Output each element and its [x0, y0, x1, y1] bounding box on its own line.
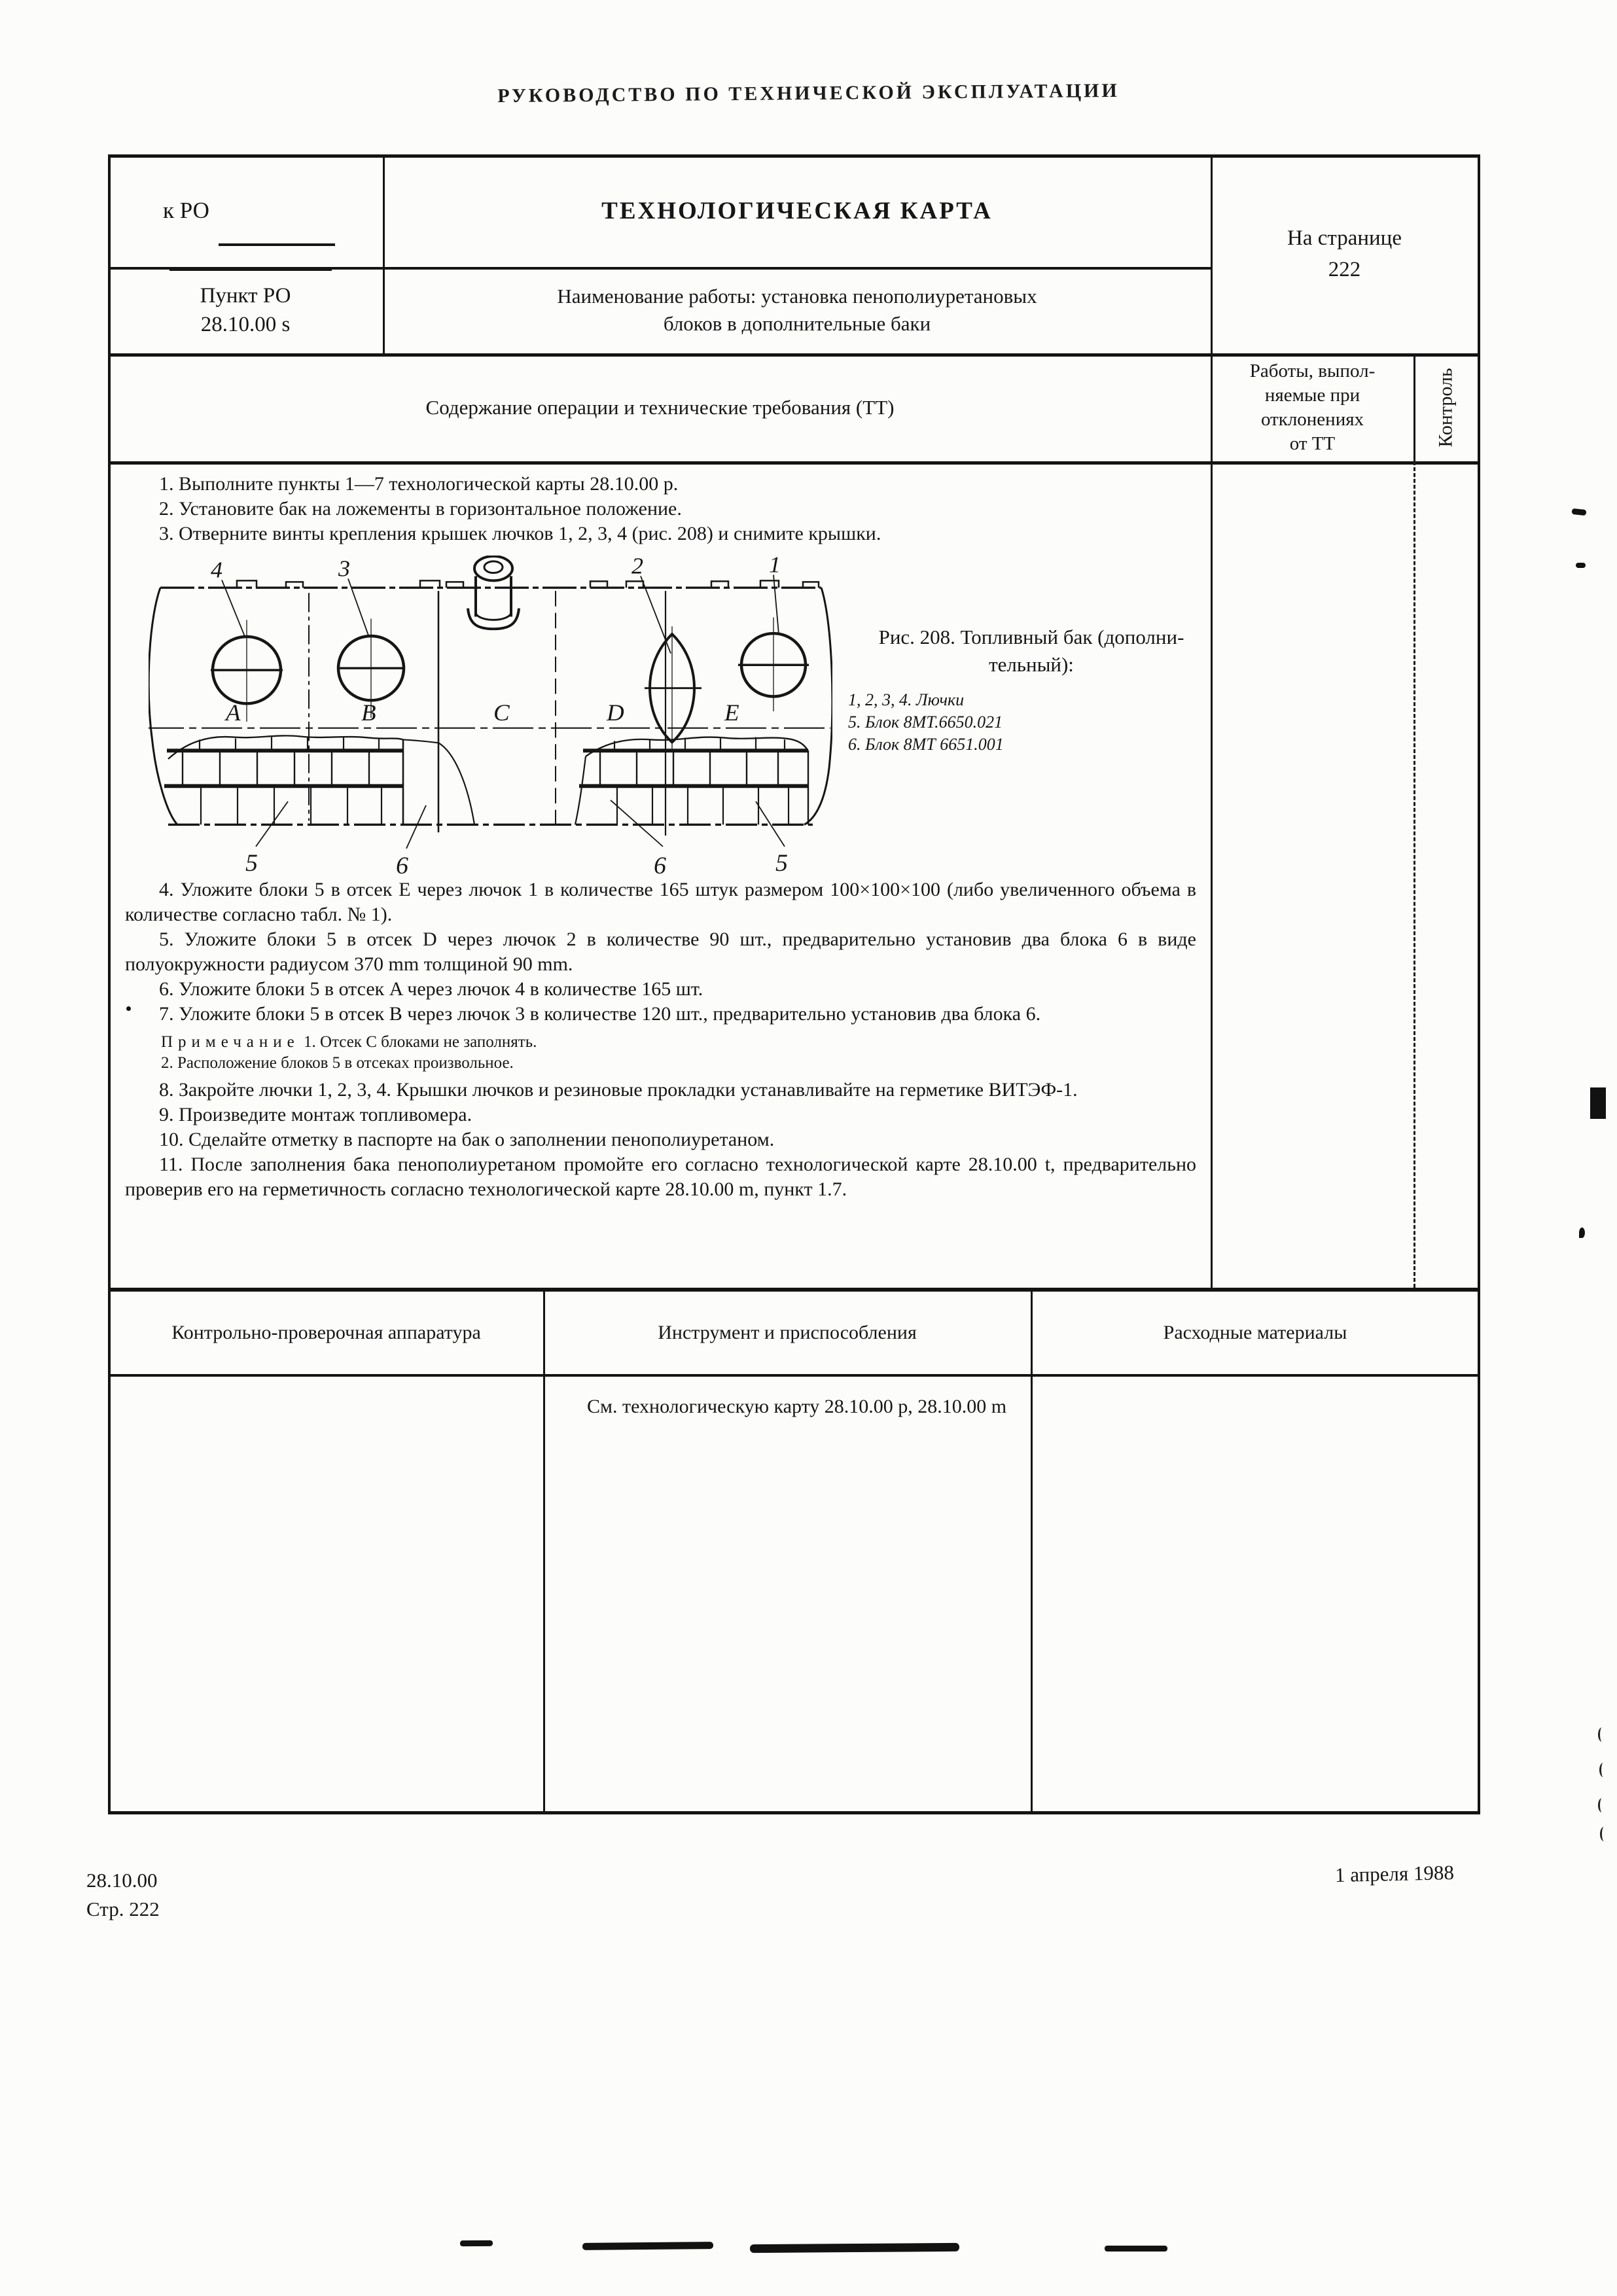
note-line-1	[161, 1032, 1196, 1053]
on-page-label: На странице	[1287, 226, 1402, 250]
materials-col3-header: Расходные материалы	[1163, 1322, 1347, 1343]
figure-caption	[848, 624, 1215, 756]
hatch-number-2: 2	[631, 556, 644, 579]
step-7: 7. Уложите блоки 5 в отсек B через лючок 3 в количестве 120 шт., предварительно установив два блока 6.	[159, 1003, 1041, 1025]
table-right-border	[1478, 154, 1480, 1814]
materials-col2-content: См. технологическую карту 28.10.00 p, 28.10.00 m	[587, 1396, 1007, 1417]
figure-legend-item-1: 1, 2, 3, 4. Лючки	[848, 690, 965, 709]
materials-table-bottom-rule	[108, 1811, 1480, 1814]
block-label-6-right: 6	[653, 852, 666, 877]
note-line-1-text: 1. Отсек С блоками не заполнять.	[304, 1033, 537, 1051]
scan-artifact	[1105, 2246, 1167, 2252]
figure-caption-line1: Рис. 208. Топливный бак (дополни-	[878, 626, 1184, 648]
figure-legend-item-2: 5. Блок 8МТ.6650.021	[848, 713, 1003, 732]
compartment-c-label: C	[493, 699, 510, 726]
figure-208	[125, 556, 1196, 877]
punkt-ro-label: Пункт РО	[200, 284, 291, 308]
deviation-header-line2: няемые при	[1264, 384, 1360, 406]
scan-artifact	[582, 2242, 713, 2250]
scan-artifact	[1572, 508, 1587, 516]
control-column-header-text: Контроль	[1434, 367, 1457, 448]
compartment-b-label: B	[361, 699, 376, 726]
figure-legend	[848, 689, 1215, 756]
work-name-line1: Наименование работы: установка пенополиуретановых	[557, 285, 1037, 308]
on-page-value: 222	[1328, 258, 1361, 281]
footer-date: 1 апреля 1988	[1334, 1860, 1455, 1887]
compartment-e-label: E	[724, 699, 739, 726]
scan-artifact	[750, 2243, 959, 2253]
footer-task-number-line1: 28.10.00	[86, 1869, 158, 1892]
k-ro-label: к РО	[163, 198, 209, 223]
step-1: 1. Выполните пункты 1—7 технологической карты 28.10.00 р.	[159, 473, 679, 495]
scan-artifact	[1576, 563, 1586, 568]
scan-artifact	[1599, 1763, 1607, 1777]
materials-col2-header: Инструмент и приспособления	[658, 1322, 917, 1343]
scan-artifact	[460, 2240, 493, 2246]
work-name-cell	[385, 267, 1209, 353]
scan-artifact	[1579, 1227, 1585, 1238]
compartment-a-label: A	[226, 699, 241, 726]
deviation-column-header	[1213, 353, 1412, 461]
figure-caption-line2: тельный):	[989, 653, 1074, 676]
k-ro-blank-line-1	[219, 243, 335, 246]
work-name-line2: блоков в дополнительные баки	[663, 312, 931, 335]
hatch-number-4: 4	[211, 556, 223, 583]
materials-col2-cell	[545, 1377, 1029, 1795]
step-8: 8. Закройте лючки 1, 2, 3, 4. Крышки лючков и резиновые прокладки устанавливайте на герметике ВИТЭФ-1.	[159, 1079, 1078, 1101]
scan-artifact	[126, 1006, 131, 1011]
deviation-header-line3: отклонениях	[1260, 408, 1364, 430]
step-4: 4. Уложите блоки 5 в отсек E через лючок 1 в количестве 165 штук размером 100×100×100 (либо увеличенного объема в количестве согласно табл. № 1).	[125, 879, 1196, 925]
note-line-2: 2. Расположение блоков 5 в отсеках произвольное.	[161, 1054, 514, 1072]
block-label-6-left: 6	[396, 852, 408, 877]
control-col-divider-dashed	[1413, 461, 1415, 1288]
fuel-tank-drawing	[149, 556, 832, 877]
figure-legend-item-3: 6. Блок 8МТ 6651.001	[848, 735, 1004, 754]
note-label: Примечание	[161, 1033, 300, 1051]
scan-artifact	[1590, 1087, 1606, 1119]
hatch-number-3: 3	[338, 556, 351, 582]
scan-artifact	[1598, 1798, 1606, 1812]
step-6: 6. Уложите блоки 5 в отсек A через лючок 4 в количестве 165 шт.	[159, 978, 703, 1000]
control-column-header	[1415, 353, 1476, 461]
hatch-number-1: 1	[769, 556, 781, 578]
step-10: 10. Сделайте отметку в паспорте на бак о заполнении пенополиуретаном.	[159, 1129, 775, 1150]
card-title: ТЕХНОЛОГИЧЕСКАЯ КАРТА	[601, 197, 993, 224]
punkt-ro-cell	[111, 267, 380, 353]
deviation-header-line1: Работы, выпол-	[1249, 360, 1376, 381]
scan-artifact	[1600, 1827, 1608, 1841]
block-label-5-right: 5	[775, 849, 788, 877]
note-block	[125, 1032, 1196, 1074]
step-9: 9. Произведите монтаж топливомера.	[159, 1104, 472, 1125]
step-3: 3. Отверните винты крепления крышек лючков 1, 2, 3, 4 (рис. 208) и снимите крышки.	[159, 523, 881, 544]
compartment-d-label: D	[606, 699, 624, 726]
footer-task-number	[86, 1866, 160, 1924]
content-column-header: Содержание операции и технические требования (ТТ)	[425, 395, 895, 419]
on-page-cell	[1213, 154, 1476, 353]
operation-content-cell	[111, 461, 1209, 1288]
deviation-header-line4: от ТТ	[1289, 433, 1336, 454]
step-11: 11. После заполнения бака пенополиуретаном промойте его согласно технологической карте 28.10.00 t, предварительно проверив его на герметичность согласно технологической карте 28.10.00 m, пункт 1.7.	[125, 1154, 1196, 1200]
page-running-header: РУКОВОДСТВО ПО ТЕХНИЧЕСКОЙ ЭКСПЛУАТАЦИИ	[497, 79, 1120, 107]
footer-page-number: Стр. 222	[86, 1898, 160, 1920]
k-ro-cell	[111, 157, 380, 264]
scan-artifact	[1598, 1727, 1606, 1742]
block-label-5-left: 5	[245, 849, 258, 877]
materials-col1-header: Контрольно-проверочная аппаратура	[171, 1322, 481, 1343]
step-2: 2. Установите бак на ложементы в горизонтальное положение.	[159, 498, 682, 520]
punkt-ro-value: 28.10.00 s	[200, 313, 291, 336]
step-5: 5. Уложите блоки 5 в отсек D через лючок 2 в количестве 90 шт., предварительно установив два блока 6 в виде полуокружности радиусом 370 mm толщиной 90 mm.	[125, 928, 1196, 975]
